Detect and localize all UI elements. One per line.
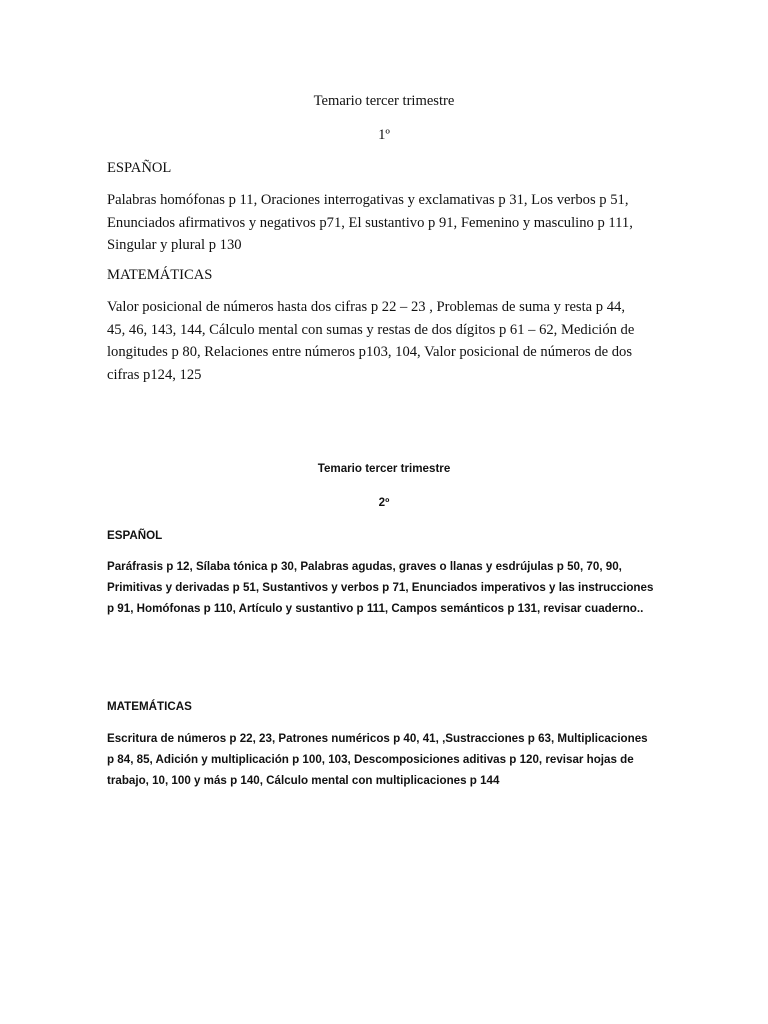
paragraph-line: p 84, 85, Adición y multiplicación p 100, 103, Descomposiciones aditivas p 120, revisar hojas de — [107, 753, 634, 766]
section-2-matematicas-paragraph — [107, 728, 663, 791]
paragraph-line: Palabras homófonas p 11, Oraciones interrogativas y exclamativas p 31, Los verbos p 51, — [107, 192, 629, 208]
section-1-matematicas-heading: MATEMÁTICAS — [107, 267, 213, 283]
paragraph-line: cifras p124, 125 — [107, 366, 202, 383]
paragraph-line: Singular y plural p 130 — [107, 237, 242, 254]
paragraph-line: Primitivas y derivadas p 51, Sustantivos y verbos p 71, Enunciados imperativos y las instrucciones — [107, 581, 654, 594]
paragraph-line: Valor posicional de números hasta dos cifras p 22 – 23 , Problemas de suma y resta p 44, — [107, 299, 625, 315]
section-2-title: Temario tercer trimestre — [317, 462, 451, 475]
section-1-espanol-paragraph — [107, 189, 663, 257]
paragraph-line: trabajo, 10, 100 y más p 140, Cálculo mental con multiplicaciones p 144 — [107, 774, 500, 787]
section-1-grade: 1º — [378, 127, 390, 143]
section-1-matematicas-paragraph — [107, 296, 663, 386]
section-2-matematicas-heading: MATEMÁTICAS — [107, 700, 192, 713]
section-2-espanol-heading: ESPAÑOL — [107, 529, 163, 542]
paragraph-line: 45, 46, 143, 144, Cálculo mental con sumas y restas de dos dígitos p 61 – 62, Medición de — [107, 321, 635, 338]
paragraph-line: Enunciados afirmativos y negativos p71, El sustantivo p 91, Femenino y masculino p 111, — [107, 214, 633, 231]
paragraph-line: Paráfrasis p 12, Sílaba tónica p 30, Palabras agudas, graves o llanas y esdrújulas p 50, 70, 90, — [107, 560, 622, 573]
section-1-espanol-heading: ESPAÑOL — [107, 160, 172, 176]
paragraph-line: p 91, Homófonas p 110, Artículo y sustantivo p 111, Campos semánticos p 131, revisar cuaderno.. — [107, 602, 644, 615]
section-2-espanol-paragraph — [107, 556, 663, 619]
section-2-grade: 2º — [378, 496, 390, 509]
paragraph-line: Escritura de números p 22, 23, Patrones numéricos p 40, 41, ,Sustracciones p 63, Multiplicaciones — [107, 732, 648, 745]
paragraph-line: longitudes p 80, Relaciones entre números p103, 104, Valor posicional de números de dos — [107, 344, 633, 361]
section-1-title: Temario tercer trimestre — [313, 93, 455, 109]
